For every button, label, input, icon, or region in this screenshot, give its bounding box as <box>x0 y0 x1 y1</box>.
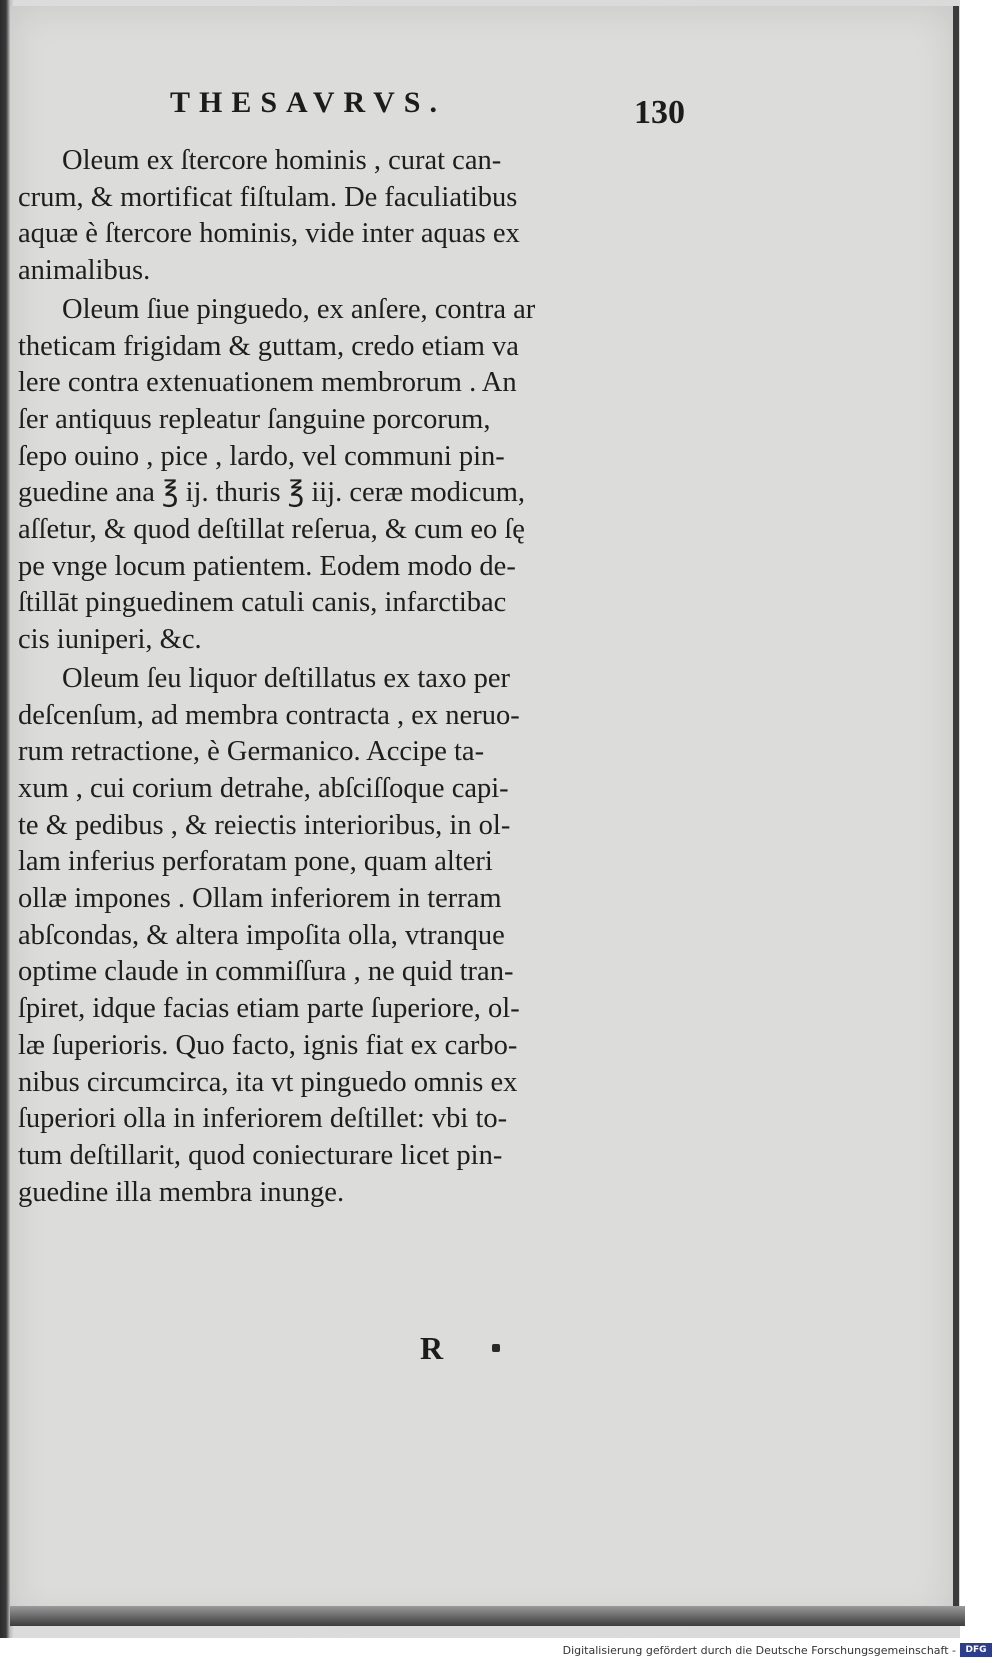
page-number: 130 <box>634 94 685 131</box>
text-line: cis iuniperi, &c. <box>18 624 202 656</box>
paragraph <box>18 292 678 659</box>
text-line: pe vnge locum patientem. Eodem modo de- <box>18 550 516 582</box>
text-line: animalibus. <box>18 255 151 287</box>
footer-credit: Digitalisierung gefördert durch die Deutsche Forschungsgemeinschaft - <box>562 1644 956 1657</box>
page-bottom-edge <box>10 1606 965 1626</box>
text-line: lere contra extenuationem membrorum . An <box>18 367 517 399</box>
text-line: optime claude in commiſſura , ne quid tran- <box>18 956 514 988</box>
running-head: THESAVRVS. <box>170 86 446 119</box>
text-line: guedine ana ℥ ij. thuris ℥ iij. ceræ modicum, <box>18 477 526 509</box>
text-line: ſepo ouino , pice , lardo, vel communi pin- <box>18 440 505 472</box>
text-line: deſcenſum, ad membra contracta , ex neruo- <box>18 699 520 731</box>
text-line: nibus circumcirca, ita vt pinguedo omnis ex <box>18 1066 518 1098</box>
text-line: abſcondas, & altera impoſita olla, vtranque <box>18 919 505 951</box>
text-line: xum , cui corium detrahe, abſciſſoque capi- <box>18 772 509 804</box>
text-line: Oleum ſeu liquor deſtillatus ex taxo per <box>62 662 510 694</box>
text-line: rum retractione, è Germanico. Accipe ta- <box>18 736 485 768</box>
catchword: R <box>420 1330 444 1366</box>
text-line: ſer antiquus repleatur ſanguine porcorum, <box>18 403 491 435</box>
paragraph <box>18 661 678 1212</box>
text-line: crum, & mortificat fiſtulam. De faculiatibus <box>18 181 518 213</box>
text-line: aſſetur, & quod deſtillat reſerua, & cum eo ſę <box>18 514 525 546</box>
text-line: læ ſuperioris. Quo facto, ignis fiat ex carbo- <box>18 1029 518 1061</box>
text-line: ſuperiori olla in inferiorem deſtillet: vbi to- <box>18 1103 508 1135</box>
text-line: te & pedibus , & reiectis interioribus, in ol- <box>18 809 511 841</box>
text-line: theticam frigidam & guttam, credo etiam va <box>18 330 519 362</box>
text-line: ſtillāt pinguedinem catuli canis, infarctibac <box>18 587 507 619</box>
body-text <box>18 143 678 1213</box>
dfg-logo: DFG <box>960 1643 992 1657</box>
text-line: ſpiret, idque facias etiam parte ſuperiore, ol- <box>18 993 520 1025</box>
text-line: tum deſtillarit, quod coniecturare licet pin- <box>18 1139 503 1171</box>
text-line: Oleum ſiue pinguedo, ex anſere, contra ar <box>62 293 536 325</box>
text-line: lam inferius perforatam pone, quam alteri <box>18 846 493 878</box>
text-line: Oleum ex ſtercore hominis , curat can- <box>62 145 502 176</box>
signature-mark <box>492 1344 500 1352</box>
paragraph <box>18 143 678 290</box>
text-line: guedine illa membra inunge. <box>18 1176 345 1208</box>
text-line: ollæ impones . Ollam inferiorem in terram <box>18 883 502 915</box>
text-line: aquæ è ſtercore hominis, vide inter aquas ex <box>18 218 520 250</box>
